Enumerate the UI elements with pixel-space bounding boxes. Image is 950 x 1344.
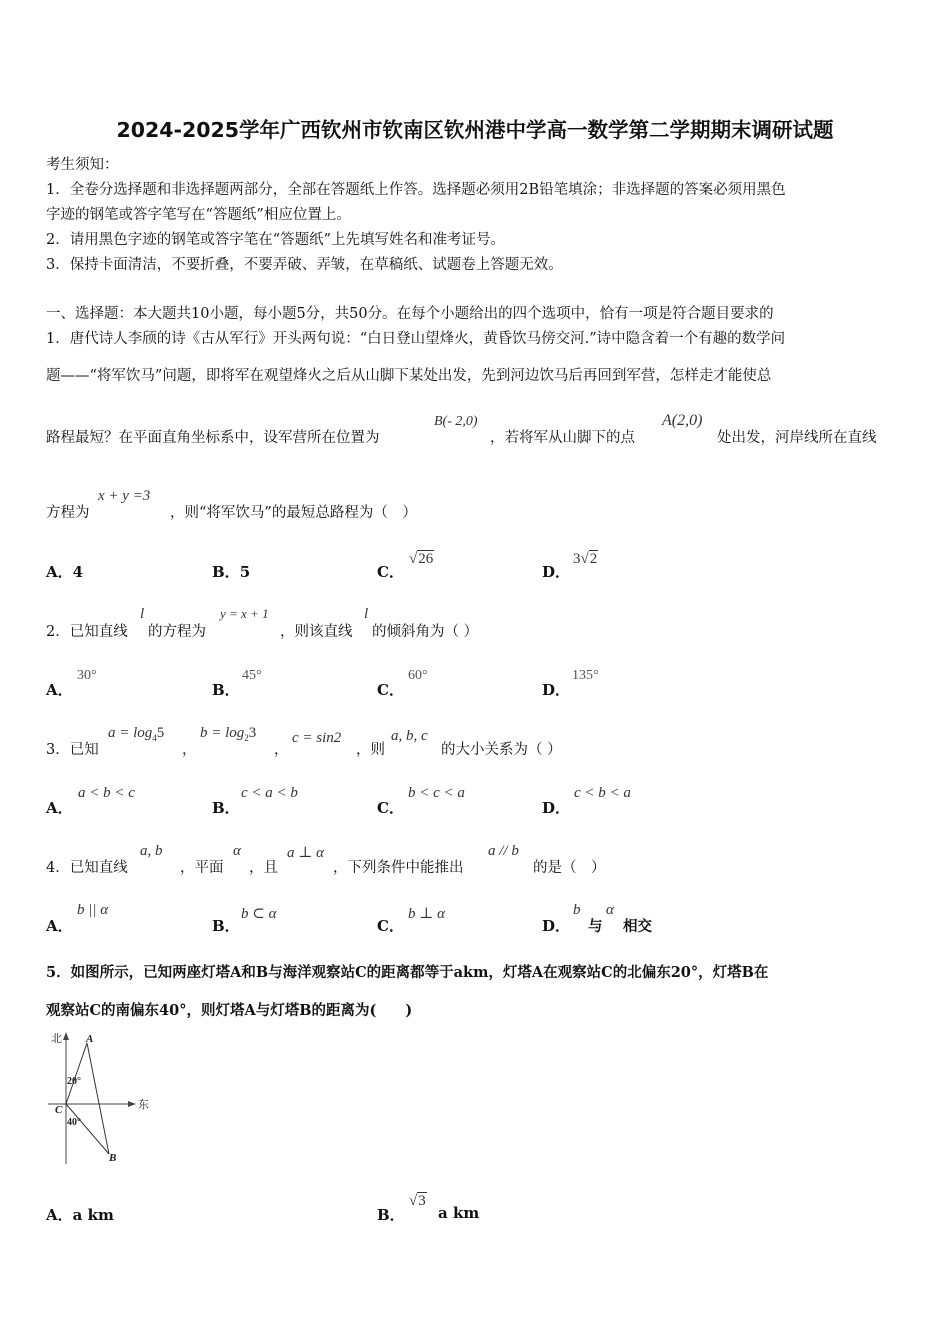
angle-40-label: 40° [67,1117,81,1128]
north-label: 北 [51,1032,62,1045]
q5-option-b-label[interactable]: B． [377,1206,405,1224]
q1-option-c-value: √26 [409,551,434,567]
q2-option-b-value: 45° [242,668,262,683]
q2-text-d: 的倾斜角为（ ） [372,624,479,640]
q4-parallel: a // b [488,843,519,859]
q1-line-2: 题——“将军饮马”问题，即将军在观望烽火之后从山脚下某处出发，先到河边饮马后再回到军营，怎样走才能使总 [46,368,772,384]
q2-option-a-value: 30° [77,668,97,683]
notice-item-1-line-1: 1．全卷分选择题和非选择题两部分，全部在答题纸上作答。选择题必须用2B铅笔填涂；非选择题的答案必须用黑色 [46,182,786,198]
q2-text-b: 的方程为 [148,624,206,640]
q2-var-l-2: l [364,606,369,622]
q4-option-d-tail: 相交 [623,918,652,935]
q4-option-a-value: b || α [77,902,109,918]
q4-option-c-value: b ⊥ α [408,906,445,922]
q1-option-b[interactable]: B．5 [212,563,251,581]
q4-option-d-with: 与 [588,918,603,935]
q3-option-b-value: c < a < b [241,785,298,801]
q2-equation: y = x + 1 [220,606,269,621]
q2-option-c-value: 60° [408,668,428,683]
q5-line-1: 5．如图所示，已知两座灯塔A和B与海洋观察站C的距离都等于akm，灯塔A在观察站C的北偏东20°，灯塔B在 [46,964,769,981]
q1-line-3-b: ，若将军从山脚下的点 [490,430,635,446]
q1-line-4-a: 方程为 [46,505,90,521]
q1-option-d-label[interactable]: D． [542,563,571,581]
segment-ca [66,1043,87,1104]
q2-option-a-label[interactable]: A． [46,681,73,699]
east-label: 东 [138,1098,149,1111]
q1-line-3-a: 路程最短？在平面直角坐标系中，设军营所在位置为 [46,430,380,446]
q1-option-a[interactable]: A．4 [46,563,84,581]
q4-option-b-value: b ⊂ α [241,906,277,922]
q1-option-d-value: 3√2 [573,551,598,567]
q5-figure [44,1028,164,1168]
segment-ab [87,1043,109,1154]
q1-point-b: B(- 2,0) [434,414,478,429]
page-title: 2024-2025学年广西钦州市钦南区钦州港中学高一数学第二学期期末调研试题 [116,118,834,142]
q1-line-3-c: 处出发，河岸线所在直线 [717,430,877,446]
angle-20-label: 20° [67,1076,81,1087]
segment-cb [66,1104,109,1154]
q4-text-b: ，平面 [180,860,224,876]
q3-text-a: 3．已知 [46,742,99,758]
q4-option-c-label[interactable]: C． [377,917,404,935]
q4-option-d-label[interactable]: D． [542,917,571,935]
q4-lines: a, b [140,843,163,859]
q3-expr-a: $a = \log_45$ [108,725,165,743]
q1-line-equation: x + y =3 [98,488,151,504]
q2-option-b-label[interactable]: B． [212,681,240,699]
q3-expr-b: $b = \log_23$ [200,725,257,743]
q3-option-a-value: a < b < c [78,785,135,801]
arrow-north-icon [63,1032,69,1040]
q1-line-4-b: ，则“将军饮马”的最短总路程为（ ） [170,505,417,521]
q3-option-a-label[interactable]: A． [46,799,73,817]
point-a-label: A [86,1033,94,1045]
q3-expr-c: c = sin2 [292,730,342,746]
q2-var-l-1: l [140,606,145,622]
q1-option-c-label[interactable]: C． [377,563,404,581]
q5-line-2: 观察站C的南偏东40°，则灯塔A与灯塔B的距离为( ) [46,1002,413,1019]
q3-text-c: 的大小关系为（ ） [441,742,562,758]
q3-vars: a, b, c [391,728,428,744]
q2-text-a: 2．已知直线 [46,624,128,640]
q3-option-b-label[interactable]: B． [212,799,240,817]
q4-text-c: ，且 [249,860,278,876]
q3-option-c-label[interactable]: C． [377,799,404,817]
notice-heading: 考生须知： [46,157,119,173]
q3-option-d-label[interactable]: D． [542,799,571,817]
q1-line-1: 1．唐代诗人李颀的诗《古从军行》开头两句说：“白日登山望烽火，黄昏饮马傍交河.”诗中隐含着一个有趣的数学问 [46,331,786,347]
q2-text-c: ，则该直线 [280,624,353,640]
q2-option-c-label[interactable]: C． [377,681,404,699]
q3-option-d-value: c < b < a [574,785,631,801]
notice-item-1-line-2: 字迹的钢笔或答字笔写在“答题纸”相应位置上。 [46,207,351,223]
q2-option-d-value: 135° [572,668,599,683]
q5-option-a[interactable]: A．a km [46,1206,114,1224]
q2-option-d-label[interactable]: D． [542,681,571,699]
q4-option-d-alpha: α [606,902,614,918]
q3-sep-1: ， [182,742,197,758]
q4-text-e: 的是（ ） [533,860,606,876]
notice-item-2: 2．请用黑色字迹的钢笔或答字笔在“答题纸”上先填写姓名和准考证号。 [46,232,506,248]
q3-option-c-value: b < c < a [408,785,465,801]
q5-option-b-sqrt: √3 [409,1193,426,1209]
q4-text-d: ，下列条件中能推出 [333,860,464,876]
q4-perp: a ⊥ α [287,845,324,861]
q1-point-a: A(2,0) [662,412,703,429]
q3-text-b: ，则 [356,742,385,758]
q4-alpha: α [233,843,241,859]
arrow-east-icon [128,1101,136,1107]
point-c-label: C [55,1104,63,1116]
notice-item-3: 3．保持卡面清洁，不要折叠，不要弄破、弄皱，在草稿纸、试题卷上答题无效。 [46,257,563,273]
section-heading: 一、选择题：本大题共10小题，每小题5分，共50分。在每个小题给出的四个选项中，恰有一项是符合题目要求的 [46,306,774,322]
q5-option-b-value: a km [438,1204,480,1222]
q4-option-d-b: b [573,902,581,918]
q4-option-a-label[interactable]: A． [46,917,73,935]
q4-option-b-label[interactable]: B． [212,917,240,935]
q3-sep-2: ， [274,742,289,758]
q4-text-a: 4．已知直线 [46,860,128,876]
point-b-label: B [109,1152,117,1164]
